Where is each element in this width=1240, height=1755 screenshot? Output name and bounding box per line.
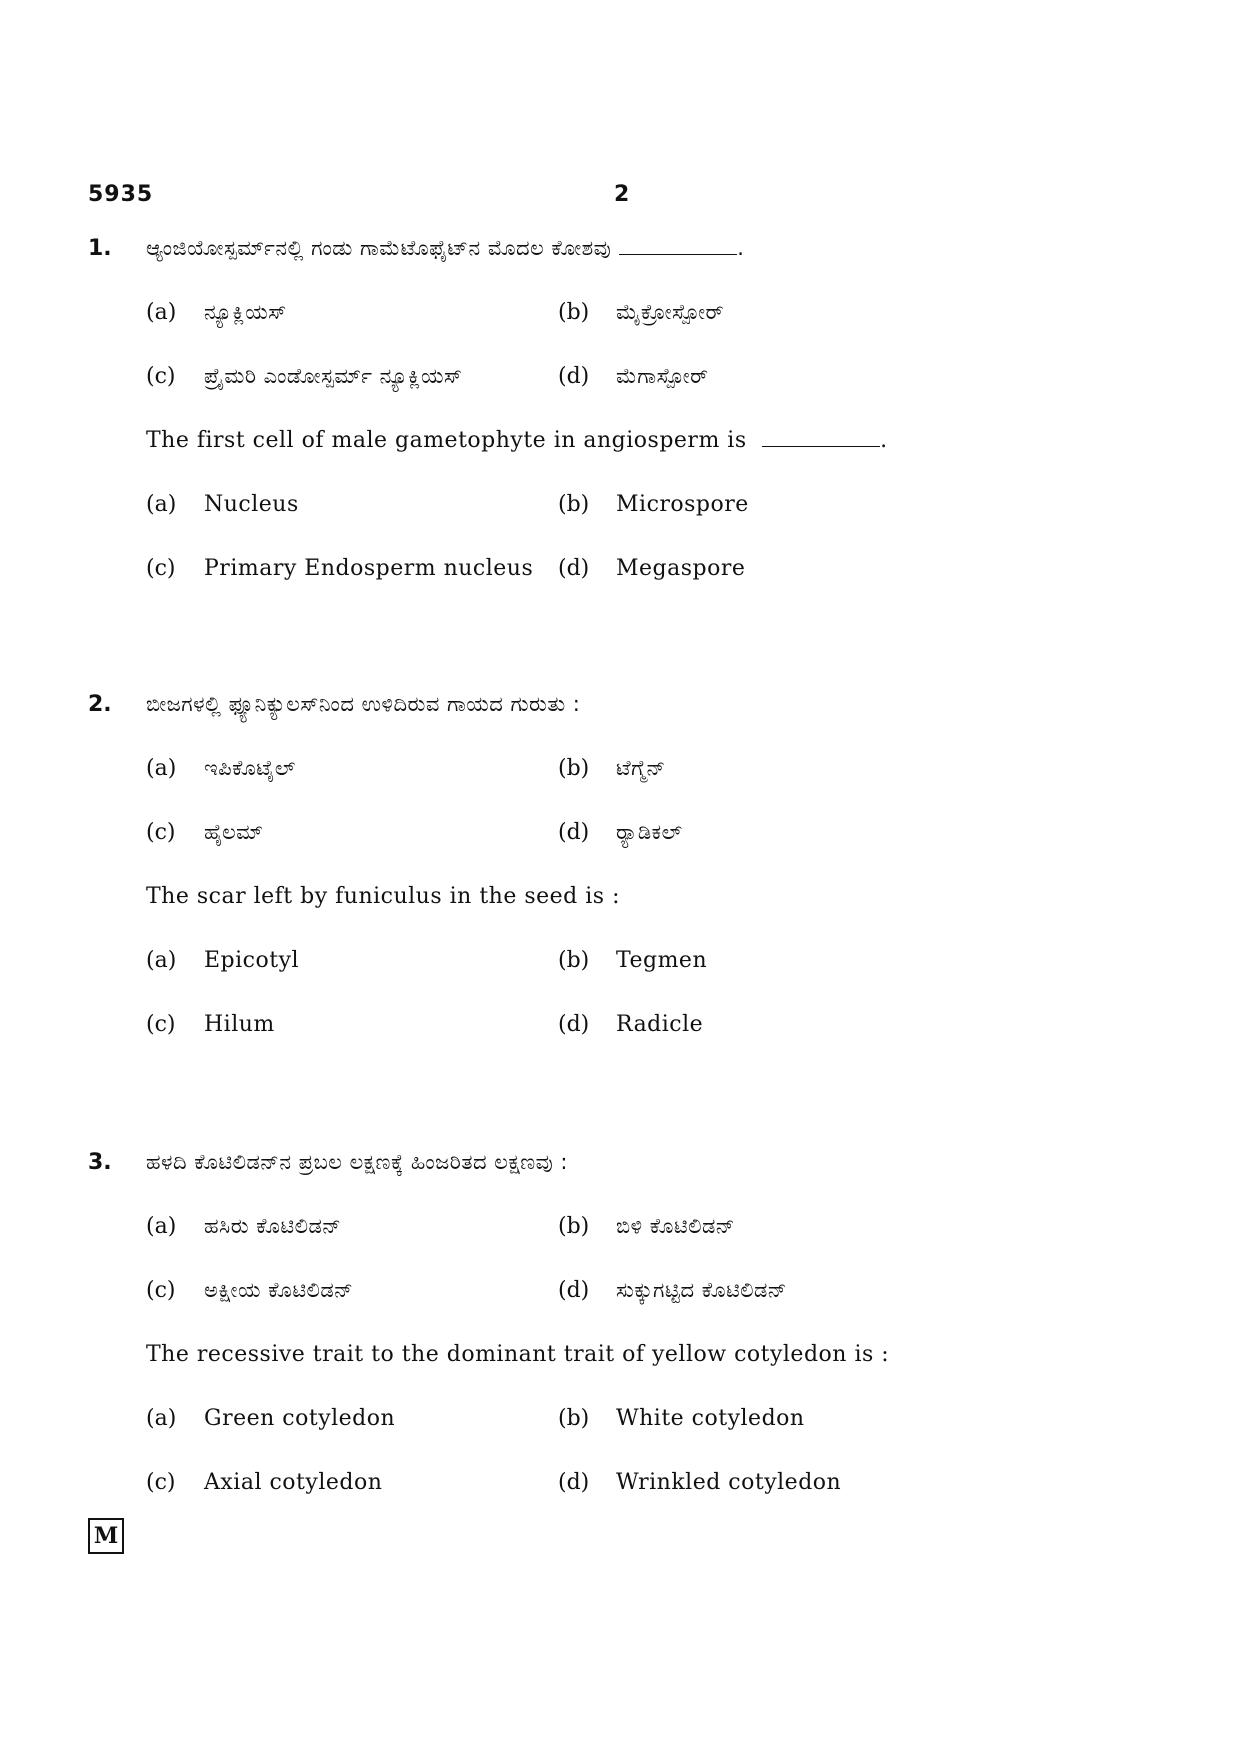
question-3: 3. ಹಳದಿ ಕೊಟಿಲಿಡನ್‌ನ ಪ್ರಬಲ ಲಕ್ಷಣಕ್ಕೆ ಹಿಂಜರಿತದ ಲಕ್ಷಣವು : (a) ಹಸಿರು ಕೊಟಿಲಿಡನ್ (b) ಬಿಳಿ ಕೊಟಿಲಿಡನ್ (c) ಅಕ್ಷೀಯ ಕೊಟಿಲಿಡನ್ (d) ಸುಕ್ಕುಗಟ್ಟಿದ ಕೊಟಿಲಿಡನ್ The recessive trait to the dominant trait of yellow cotyledon is : (a) Green cotyledon (b) White cotyledon (c) Axial cotyledon (d) Wrinkled cotyledon xyxy=(88,1150,890,1495)
question-text-english: The first cell of male gametophyte in angiosperm is . xyxy=(146,428,888,453)
answer-blank xyxy=(619,236,737,255)
question-text-kannada: ಹಳದಿ ಕೊಟಿಲಿಡನ್‌ನ ಪ್ರಬಲ ಲಕ್ಷಣಕ್ಕೆ ಹಿಂಜರಿತದ ಲಕ್ಷಣವು : xyxy=(146,1150,568,1174)
page-header xyxy=(88,182,1148,212)
question-text-english: The scar left by funiculus in the seed is : xyxy=(146,884,620,909)
medium-marker-box: M xyxy=(88,1518,124,1554)
question-number: 3. xyxy=(88,1150,112,1175)
question-text-english: The recessive trait to the dominant trait of yellow cotyledon is : xyxy=(146,1342,890,1367)
page-number: 2 xyxy=(614,182,630,207)
question-1: 1. ಆ್ಯಂಜಿಯೋಸ್ಪರ್ಮ್‌ನಲ್ಲಿ ಗಂಡು ಗಾಮೆಟೊಫೈಟ್‌ನ ಮೊದಲ ಕೋಶವು . (a) ನ್ಯೂಕ್ಲಿಯಸ್ (b) ಮೈಕ್ರೋಸ್ಪೋರ್ (c) ಪ್ರೈಮರಿ ಎಂಡೋಸ್ಪರ್ಮ್ ನ್ಯೂಕ್ಲಿಯಸ್ (d) ಮೆಗಾಸ್ಪೋರ್ The first cell of male gametophyte in angiosperm is . (a) Nucleus (b) Microspore (c) Primary Endosperm nucleus (d) Megaspore xyxy=(88,236,888,581)
question-number: 1. xyxy=(88,236,112,261)
question-text-kannada: ಆ್ಯಂಜಿಯೋಸ್ಪರ್ಮ್‌ನಲ್ಲಿ ಗಂಡು ಗಾಮೆಟೊಫೈಟ್‌ನ ಮೊದಲ ಕೋಶವು . xyxy=(146,236,745,260)
question-text-kannada: ಬೀಜಗಳಲ್ಲಿ ಫ್ಯೂನಿಕ್ಯುಲಸ್‌ನಿಂದ ಉಳಿದಿರುವ ಗಾಯದ ಗುರುತು : xyxy=(146,692,581,716)
paper-code: 5935 xyxy=(88,182,154,207)
answer-blank xyxy=(762,428,880,447)
question-number: 2. xyxy=(88,692,112,717)
question-2: 2. ಬೀಜಗಳಲ್ಲಿ ಫ್ಯೂನಿಕ್ಯುಲಸ್‌ನಿಂದ ಉಳಿದಿರುವ ಗಾಯದ ಗುರುತು : (a) ಇಪಿಕೊಟೈಲ್ (b) ಟೆಗ್ಮೆನ್ (c) ಹೈಲಮ್ (d) ರ್‍ಯಾಡಿಕಲ್ The scar left by funiculus in the seed is : (a) Epicotyl (b) Tegmen (c) Hilum (d) Radicle xyxy=(88,692,708,1037)
